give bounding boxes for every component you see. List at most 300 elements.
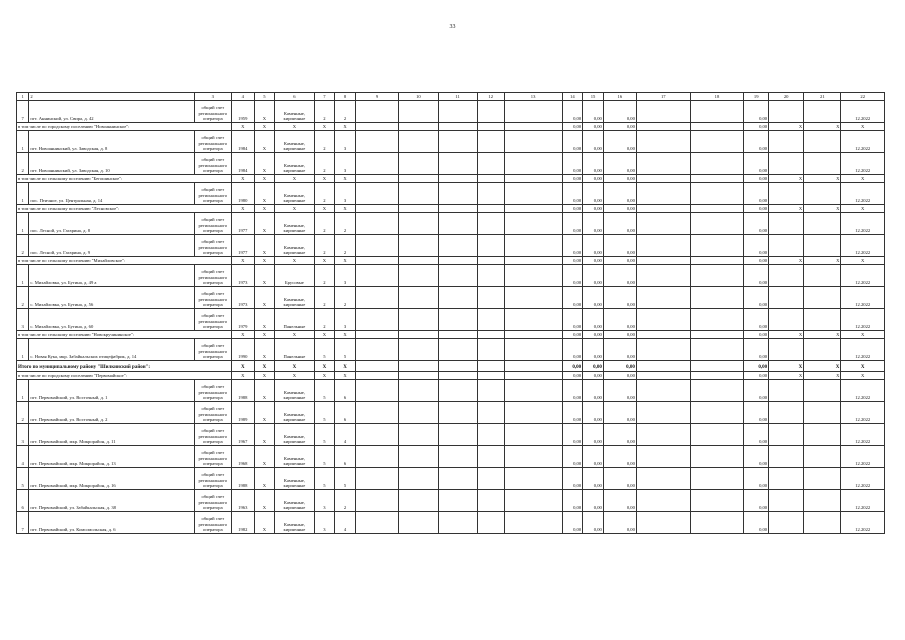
data-cell: Х [231,361,254,372]
data-cell: 0,00 [562,402,583,424]
data-cell [769,309,804,331]
deadline-cell: Х [841,175,885,183]
data-cell: Х [254,512,275,534]
data-cell: 2 [335,213,356,235]
data-cell [438,372,477,380]
data-cell [769,339,804,361]
building-row [17,446,885,468]
data-cell: 3 [335,131,356,153]
data-cell [355,265,398,287]
data-cell [438,101,477,123]
wall-material-cell: Каменные, кирпичные [275,490,314,512]
data-cell: 0,00 [744,287,769,309]
data-cell: 0,00 [603,512,636,534]
data-cell: 0,00 [562,183,583,205]
data-cell [804,265,841,287]
row-number-cell: 1 [17,339,29,361]
data-cell [804,213,841,235]
row-number-cell: 2 [17,235,29,257]
data-cell: 0,00 [583,512,604,534]
data-cell [769,468,804,490]
address-cell: пгт. Новоаннинский, ул. Заводская, д. 8 [29,131,194,153]
data-cell [438,205,477,213]
column-number-cell: 15 [583,93,604,101]
data-cell [690,446,744,468]
data-cell [355,287,398,309]
data-cell: 0,00 [603,265,636,287]
data-cell [504,287,562,309]
subtotal-label-cell: в том числе по сельскому поселению "Бегошинское": [17,175,232,183]
data-cell [399,512,438,534]
deadline-cell: 12.2022 [841,468,885,490]
row-number-cell: 2 [17,287,29,309]
data-cell: Х [254,123,275,131]
column-number-cell: 7 [314,93,335,101]
data-cell [399,468,438,490]
data-cell: Х [314,175,335,183]
data-cell [355,153,398,175]
data-cell: 2 [335,235,356,257]
deadline-cell: 12.2022 [841,213,885,235]
data-cell [636,424,690,446]
data-cell: 0,00 [603,361,636,372]
data-cell [690,512,744,534]
data-cell [690,153,744,175]
data-cell: 0,00 [583,446,604,468]
column-number-cell: 16 [603,93,636,101]
data-cell: Х [314,123,335,131]
fund-account-cell: общий счет регионального оператора [194,380,231,402]
wall-material-cell: Каменные, кирпичные [275,446,314,468]
year-cell: 1989 [231,402,254,424]
data-cell: 0,00 [562,205,583,213]
data-cell: 0,00 [744,131,769,153]
data-cell: 0,00 [603,424,636,446]
data-cell [636,213,690,235]
data-cell: Х [231,257,254,265]
year-cell: 1977 [231,213,254,235]
housing-repair-register-table [16,92,885,534]
data-cell [504,424,562,446]
data-cell: 0,00 [562,265,583,287]
column-number-cell: 3 [194,93,231,101]
data-cell [399,101,438,123]
data-cell [438,287,477,309]
data-cell: 2 [335,287,356,309]
data-cell [690,175,744,183]
data-cell [804,402,841,424]
data-cell [477,257,504,265]
subtotal-label-cell: в том числе по городскому поселению "Новоаннинское": [17,123,232,131]
data-cell: Х [335,361,356,372]
data-cell [769,153,804,175]
address-cell: с. Новая Кука, мкр. Забайкальских птицефабрик, д. 14 [29,339,194,361]
data-cell: Х [314,372,335,380]
data-cell: 0,00 [562,372,583,380]
data-cell [636,153,690,175]
data-cell [399,361,438,372]
data-cell: 0,00 [583,361,604,372]
data-cell [504,257,562,265]
data-cell [690,339,744,361]
data-cell [399,331,438,339]
data-cell [355,331,398,339]
data-cell [438,183,477,205]
data-cell [636,265,690,287]
data-cell [399,213,438,235]
data-cell: 0,00 [744,380,769,402]
data-cell [804,490,841,512]
data-cell [355,402,398,424]
data-cell [804,424,841,446]
column-number-cell: 13 [504,93,562,101]
year-cell: 1984 [231,131,254,153]
data-cell: 5 [314,339,335,361]
data-cell: Х [254,309,275,331]
data-cell [636,175,690,183]
data-cell [477,468,504,490]
subtotal-row [17,205,885,213]
data-cell: Х [335,257,356,265]
deadline-cell: 12.2022 [841,490,885,512]
data-cell: 0,00 [562,309,583,331]
building-row [17,402,885,424]
data-cell [804,380,841,402]
data-cell: Х [254,265,275,287]
fund-account-cell: общий счет регионального оператора [194,490,231,512]
data-cell [690,183,744,205]
data-cell: Х [314,361,335,372]
data-cell [636,309,690,331]
data-cell [399,339,438,361]
fund-account-cell: общий счет регионального оператора [194,131,231,153]
total-label-cell: Итого по муниципальному району "Шилкинский район": [17,361,232,372]
data-cell: 0,00 [603,490,636,512]
data-cell [690,123,744,131]
fund-account-cell: общий счет регионального оператора [194,101,231,123]
data-cell: Х [275,257,314,265]
data-cell [477,446,504,468]
data-cell [690,372,744,380]
address-cell: пгт. Новоаннинский, ул. Заводская, д. 10 [29,153,194,175]
building-row [17,424,885,446]
column-number-cell: 20 [769,93,804,101]
data-cell: 0,00 [583,372,604,380]
deadline-cell: Х [841,361,885,372]
data-cell [804,183,841,205]
data-cell [636,468,690,490]
data-cell: 3 [314,490,335,512]
data-cell: 0,00 [583,402,604,424]
data-cell: Х [335,123,356,131]
address-cell: пгт. Первомайский, ул. Комсомольская, д. 6 [29,512,194,534]
data-cell [690,490,744,512]
data-cell: Х [769,205,804,213]
data-cell: 0,00 [583,287,604,309]
deadline-cell: Х [841,123,885,131]
data-cell: 0,00 [744,101,769,123]
column-number-cell: 12 [477,93,504,101]
data-cell: Х [769,331,804,339]
wall-material-cell: Каменные, кирпичные [275,235,314,257]
row-number-cell: 3 [17,309,29,331]
wall-material-cell: Каменные, кирпичные [275,512,314,534]
data-cell [690,468,744,490]
data-cell [804,309,841,331]
data-cell: 2 [314,131,335,153]
building-row [17,101,885,123]
data-cell [355,235,398,257]
data-cell [438,131,477,153]
total-row [17,361,885,372]
data-cell: 3 [314,512,335,534]
data-cell: 2 [314,235,335,257]
fund-account-cell: общий счет регионального оператора [194,265,231,287]
row-number-cell: 3 [17,424,29,446]
data-cell: 0,00 [583,380,604,402]
data-cell [477,205,504,213]
column-number-cell: 2 [29,93,194,101]
data-cell [504,183,562,205]
data-cell: 0,00 [562,235,583,257]
data-cell [636,123,690,131]
data-cell [804,153,841,175]
row-number-cell: 1 [17,213,29,235]
column-number-cell: 9 [355,93,398,101]
column-number-cell: 1 [17,93,29,101]
data-cell [477,402,504,424]
data-cell: 2 [314,153,335,175]
data-cell [504,361,562,372]
data-cell [477,175,504,183]
data-cell: 4 [335,512,356,534]
data-cell [804,235,841,257]
data-cell: 0,00 [744,339,769,361]
address-cell: пос. Птичное, ул. Центральная, д. 14 [29,183,194,205]
data-cell: Х [254,213,275,235]
data-cell: 0,00 [583,101,604,123]
deadline-cell: 12.2022 [841,512,885,534]
row-number-cell: 7 [17,512,29,534]
data-cell [690,424,744,446]
data-cell [355,361,398,372]
data-cell [636,512,690,534]
data-cell [399,205,438,213]
data-cell [504,512,562,534]
data-cell [438,424,477,446]
data-cell [477,424,504,446]
column-number-cell: 22 [841,93,885,101]
data-cell: 0,00 [603,402,636,424]
data-cell: Х [804,257,841,265]
fund-account-cell: общий счет регионального оператора [194,235,231,257]
column-number-cell: 11 [438,93,477,101]
data-cell: 0,00 [562,380,583,402]
data-cell: 0,00 [562,153,583,175]
data-cell: 0,00 [583,235,604,257]
page-number: 33 [449,24,456,30]
wall-material-cell: Каменные, кирпичные [275,402,314,424]
subtotal-row [17,372,885,380]
column-number-cell: 21 [804,93,841,101]
data-cell: 0,00 [603,339,636,361]
data-cell [477,131,504,153]
table-body [17,93,885,534]
data-cell [438,331,477,339]
data-cell [690,331,744,339]
data-cell: 5 [314,424,335,446]
data-cell: 5 [314,380,335,402]
wall-material-cell: Каменные, кирпичные [275,380,314,402]
data-cell [355,309,398,331]
data-cell [636,235,690,257]
data-cell [438,175,477,183]
data-cell: Х [254,235,275,257]
data-cell: Х [314,257,335,265]
building-row [17,380,885,402]
data-cell: 4 [335,424,356,446]
row-number-cell: 2 [17,153,29,175]
data-cell [769,380,804,402]
data-cell [504,131,562,153]
data-cell: Х [335,205,356,213]
deadline-cell: 12.2022 [841,424,885,446]
fund-account-cell: общий счет регионального оператора [194,339,231,361]
data-cell [355,205,398,213]
data-cell [477,183,504,205]
building-row [17,490,885,512]
data-cell [477,287,504,309]
data-cell: 2 [314,265,335,287]
data-cell: Х [254,257,275,265]
data-cell [690,235,744,257]
data-cell [355,512,398,534]
wall-material-cell: Каменные, кирпичные [275,213,314,235]
data-cell [355,101,398,123]
year-cell: 1977 [231,235,254,257]
data-cell: 0,00 [744,153,769,175]
data-cell: 0,00 [744,183,769,205]
data-cell: 0,00 [562,424,583,446]
year-cell: 1979 [231,309,254,331]
fund-account-cell: общий счет регионального оператора [194,153,231,175]
data-cell: Х [314,205,335,213]
data-cell [477,153,504,175]
data-cell [504,101,562,123]
year-cell: 1959 [231,101,254,123]
data-cell [504,380,562,402]
data-cell: Х [804,123,841,131]
wall-material-cell: Каменные, кирпичные [275,131,314,153]
data-cell [477,265,504,287]
data-cell: 0,00 [583,183,604,205]
data-cell [399,123,438,131]
data-cell: Х [314,331,335,339]
wall-material-cell: Панельные [275,339,314,361]
address-cell: пгт. Аннинский, ул. Свира, д. 42 [29,101,194,123]
row-number-cell: 7 [17,101,29,123]
data-cell: 3 [335,265,356,287]
data-cell: 3 [335,183,356,205]
data-cell: 2 [314,213,335,235]
address-cell: с. Михайловка, ул. Бутина, д. 49 а [29,265,194,287]
data-cell [399,183,438,205]
data-cell [355,175,398,183]
data-cell: 0,00 [603,101,636,123]
data-cell [438,490,477,512]
data-cell [355,372,398,380]
data-cell [504,123,562,131]
data-cell [399,153,438,175]
data-cell [477,339,504,361]
data-cell: 0,00 [562,512,583,534]
data-cell [769,235,804,257]
data-cell [504,175,562,183]
data-cell: 0,00 [744,331,769,339]
data-cell [504,468,562,490]
data-cell [477,372,504,380]
data-cell: 0,00 [603,331,636,339]
row-number-cell: 4 [17,446,29,468]
data-cell: Х [231,123,254,131]
subtotal-row [17,257,885,265]
data-cell [438,213,477,235]
data-cell [769,490,804,512]
data-cell: 0,00 [562,175,583,183]
data-cell: 0,00 [603,175,636,183]
data-cell [355,490,398,512]
data-cell [399,175,438,183]
data-cell [636,131,690,153]
data-cell [769,183,804,205]
data-cell [438,265,477,287]
data-cell [504,402,562,424]
data-cell [769,265,804,287]
building-row [17,131,885,153]
fund-account-cell: общий счет регионального оператора [194,468,231,490]
data-cell [690,101,744,123]
data-cell [399,424,438,446]
data-cell: 0,00 [603,123,636,131]
year-cell: 1973 [231,265,254,287]
address-cell: пгт. Первомайский, ул. Забайкальская, д. 38 [29,490,194,512]
data-cell [438,446,477,468]
data-cell [355,213,398,235]
data-cell: 0,00 [744,446,769,468]
subtotal-label-cell: в том числе по сельскому поселению "Лесновское": [17,205,232,213]
data-cell [636,402,690,424]
data-cell: Х [254,175,275,183]
data-cell: 0,00 [603,205,636,213]
deadline-cell: 12.2022 [841,183,885,205]
data-cell: 0,00 [583,123,604,131]
building-row [17,183,885,205]
data-cell [504,446,562,468]
fund-account-cell: общий счет регионального оператора [194,309,231,331]
wall-material-cell: Каменные, кирпичные [275,468,314,490]
data-cell: 0,00 [603,372,636,380]
row-number-cell: 5 [17,468,29,490]
data-cell [636,183,690,205]
row-number-cell: 2 [17,402,29,424]
data-cell [636,287,690,309]
data-cell: 0,00 [562,361,583,372]
year-cell: 1963 [231,490,254,512]
data-cell [504,490,562,512]
data-cell: Х [254,446,275,468]
data-cell: 0,00 [744,468,769,490]
data-cell [477,235,504,257]
